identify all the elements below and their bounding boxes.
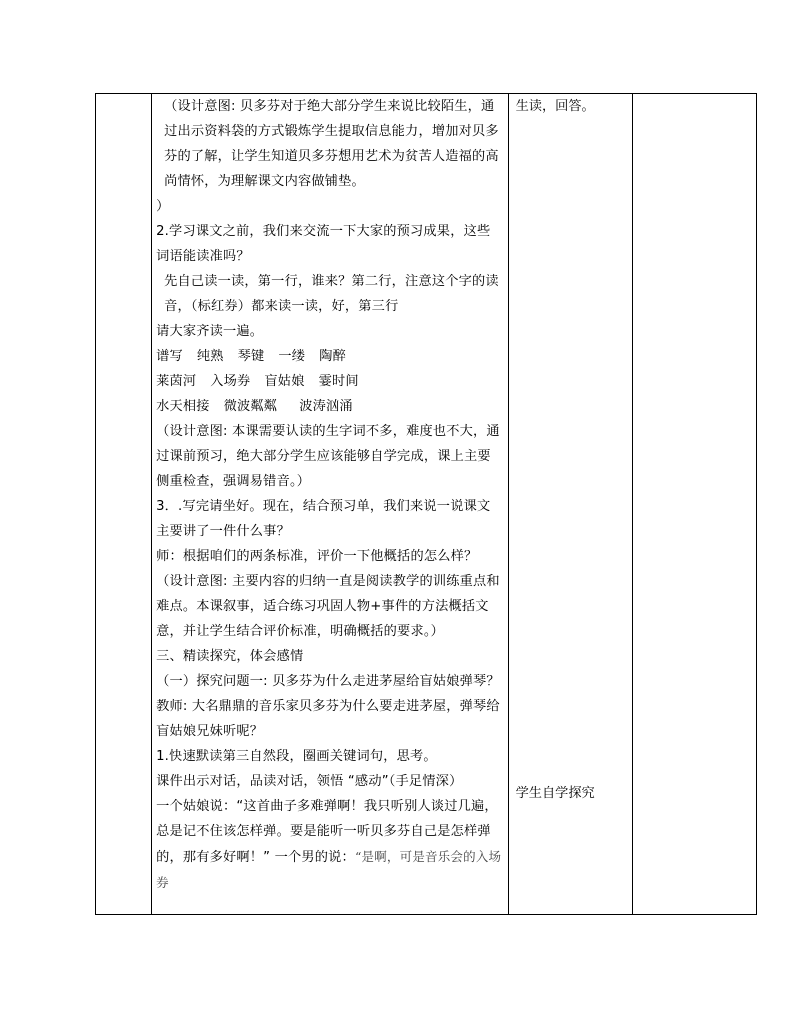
word: 谱写 <box>156 349 183 364</box>
word: 一缕 <box>278 349 306 364</box>
student-activity-2: 学生自学探究 <box>515 786 595 801</box>
word: 盲姑娘 <box>264 374 305 389</box>
word: 入场券 <box>210 374 251 389</box>
word: 莱茵河 <box>156 374 197 389</box>
dialogue-intro: 课件出示对话，品读对话，领悟 “感动”（手足情深） <box>156 774 463 789</box>
dialogue-body: 一个姑娘说：“这首曲子多难弹啊！我只听别人谈过几遍，总是记不住该怎样弹。要是能听一听贝多芬自己是怎样弹的，那有多好啊！” 一个男的说： <box>156 799 498 865</box>
word: 纯熟 <box>196 349 224 364</box>
step-3: 3．.写完请坐好。现在，结合预习单，我们来说一说课文主要讲了一件什么事？ <box>156 499 491 539</box>
word: 琴键 <box>237 349 265 364</box>
dialogue-text <box>156 794 504 896</box>
table-row <box>96 94 757 915</box>
read-together: 请大家齐读一遍。 <box>156 324 264 339</box>
word-row-2 <box>156 369 504 394</box>
dialogue-tail: “是啊，可是音乐会的入场券 <box>156 849 502 890</box>
closing-paren: ） <box>156 199 170 214</box>
word-row-1 <box>156 344 504 369</box>
step-1-read: 1.快速默读第三自然段，圈画关键词句，思考。 <box>156 749 437 764</box>
teaching-content <box>152 94 508 896</box>
design-intent-3: （设计意图: 主要内容的归纳一直是阅读教学的训练重点和难点。本课叙事，适合练习巩固人物+事件的方法概括文意，并让学生结合评价标准，明确概括的要求。） <box>156 574 500 639</box>
teacher-prompt: 教师: 大名鼎鼎的音乐家贝多芬为什么要走进茅屋，弹琴给盲姑娘兄妹听呢？ <box>156 699 500 739</box>
student-activity-cell <box>508 94 632 915</box>
design-intent-2: （设计意图: 本课需要认读的生字词不多，难度也不大，通过课前预习，绝大部分学生应该能够自学完成，课上主要侧重检查，强调易错音。） <box>156 424 500 489</box>
lesson-plan-table <box>95 93 757 915</box>
word-row-3 <box>156 394 504 419</box>
word: 波涛汹涌 <box>299 399 353 414</box>
design-intent-1: （设计意图: 贝多芬对于绝大部分学生来说比较陌生，通过出示资料袋的方式锻炼学生提取信息能力，增加对贝多芬的了解，让学生知道贝多芬想用艺术为贫苦人造福的高尚情怀，为理解课文内容做铺垫。 <box>164 99 499 189</box>
read-instructions: 先自己读一读，第一行，谁来？第二行，注意这个字的读音，（标红券）都来读一读，好，第三行 <box>164 274 499 314</box>
step-2: 2.学习课文之前，我们来交流一下大家的预习成果，这些词语能读准吗？ <box>156 224 491 264</box>
teaching-content-cell <box>152 94 509 915</box>
word: 水天相接 <box>156 399 210 414</box>
section-heading: 三、精读探究，体会感情 <box>156 649 304 664</box>
blank-left-cell <box>96 94 152 915</box>
word: 霎时间 <box>318 374 359 389</box>
word: 陶醉 <box>319 349 346 364</box>
blank-right-cell <box>632 94 756 915</box>
teacher-evaluate: 师：根据咱们的两条标准，评价一下他概括的怎么样？ <box>156 549 478 564</box>
word: 微波粼粼 <box>223 399 278 414</box>
question-1: （一）探究问题一: 贝多芬为什么走进茅屋给盲姑娘弹琴？ <box>156 674 500 689</box>
student-activity-1: 生读，回答。 <box>515 99 595 114</box>
